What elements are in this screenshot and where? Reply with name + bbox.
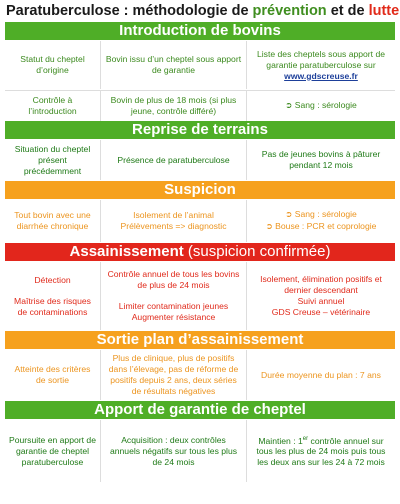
arrow-icon: ➲: [285, 101, 293, 111]
introduction-bovin-cell: Bovin issu d’un cheptel sous apport de garantie: [101, 41, 247, 89]
introduction-liste-cell: [247, 41, 395, 89]
arrow-icon: ➲: [265, 222, 273, 232]
introduction-row-2: [5, 90, 395, 121]
assainissement-isolement-text: Isolement, élimination positifs et dernier descendant: [260, 274, 382, 295]
section-heading-sortie: Sortie plan d’assainissement: [5, 331, 395, 349]
reprise-jeunes-cell: Pas de jeunes bovins à pâturer pendant 12 mois: [261, 149, 381, 170]
introduction-age-cell: Bovin de plus de 18 mois (si plus jeune, contrôle différé): [101, 91, 247, 121]
assainissement-row: [5, 262, 395, 330]
suspicion-diarrhee-cell: Tout bovin avec une diarrhée chronique: [5, 200, 101, 242]
suspicion-prelevements-text: Prélèvements => diagnostic: [120, 221, 227, 231]
gdscreuse-link[interactable]: www.gdscreuse.fr: [284, 70, 358, 81]
section-heading-assainissement: [5, 243, 395, 261]
section-heading-reprise: Reprise de terrains: [5, 121, 395, 139]
suspicion-isolement-text: Isolement de l’animal: [133, 210, 214, 220]
assainissement-gds-text: GDS Creuse – vétérinaire: [271, 307, 371, 317]
introduction-controle-cell: Contrôle à l’introduction: [5, 91, 101, 121]
introduction-sang-cell: [247, 91, 395, 121]
section-heading-apport: Apport de garantie de cheptel: [5, 401, 395, 419]
sortie-row: [5, 350, 395, 400]
suspicion-analyses-cell: [247, 200, 395, 242]
introduction-statut-cell: Statut du cheptel d’origine: [5, 41, 101, 89]
section-heading-suspicion: Suspicion: [5, 181, 395, 199]
suspicion-bouse-text: Bouse : PCR et coprologie: [275, 221, 377, 231]
apport-poursuite-cell: Poursuite en apport de garantie de cheptel paratuberculose: [5, 420, 101, 482]
suspicion-isolement-cell: [101, 200, 247, 242]
reprise-presence-cell: Présence de paratuberculose: [101, 140, 247, 180]
title-part1: Paratuberculose : méthodologie de: [6, 3, 249, 19]
sortie-duree-cell: Durée moyenne du plan : 7 ans: [261, 369, 381, 380]
assainissement-maitrise-text: Maîtrise des risques de contaminations: [14, 295, 91, 317]
assainissement-controle-text: Contrôle annuel de tous les bovins de plus de 24 mois: [107, 269, 240, 290]
arrow-icon: ➲: [285, 210, 293, 220]
apport-maintien-post: contrôle annuel sur tous les plus de 24 mois puis tous les deux ans sur les 24 à 72 mois: [256, 435, 386, 468]
introduction-row-1: [5, 41, 395, 89]
assainissement-suivi-text: Suivi annuel: [297, 296, 345, 306]
apport-maintien-cell: [247, 420, 395, 482]
title-prevention: prévention: [252, 3, 327, 19]
title-lutte: lutte: [368, 3, 400, 19]
assainissement-heading-text: Assainissement: [69, 243, 184, 260]
reprise-row: [5, 140, 395, 180]
page-title: [6, 0, 399, 22]
suspicion-sang-text: Sang : sérologie: [294, 209, 357, 219]
assainissement-detection-cell: [5, 262, 101, 330]
assainissement-limiter-text: Limiter contamination jeunes: [118, 301, 229, 311]
apport-acquisition-cell: Acquisition : deux contrôles annuels négatifs sur tous les plus de 24 mois: [101, 420, 247, 482]
apport-row: [5, 420, 395, 482]
apport-maintien-sup: er: [302, 435, 309, 442]
suspicion-row: [5, 200, 395, 242]
sortie-conditions-cell: Plus de clinique, plus de positifs dans l’élevage, pas de réforme de positifs depuis 2 ans, deux séries de résultats négatives: [101, 350, 247, 400]
reprise-situation-cell: Situation du cheptel présent précédemment: [5, 140, 101, 180]
introduction-sang-text: Sang : sérologie: [294, 100, 357, 110]
assainissement-detection-text: Détection: [34, 274, 71, 285]
assainissement-isolement-cell: [247, 262, 395, 330]
introduction-liste-text: Liste des cheptels sous apport de garantie paratuberculose sur: [256, 48, 386, 70]
assainissement-heading-sub: (suspicion confirmée): [187, 243, 331, 260]
title-part3: et de: [330, 3, 365, 19]
section-heading-introduction: Introduction de bovins: [5, 22, 395, 40]
assainissement-resistance-text: Augmenter résistance: [131, 312, 216, 322]
assainissement-controle-cell: [101, 262, 247, 330]
apport-maintien-pre: Maintien : 1: [258, 435, 303, 446]
sortie-criteres-cell: Atteinte des critères de sortie: [5, 350, 101, 400]
